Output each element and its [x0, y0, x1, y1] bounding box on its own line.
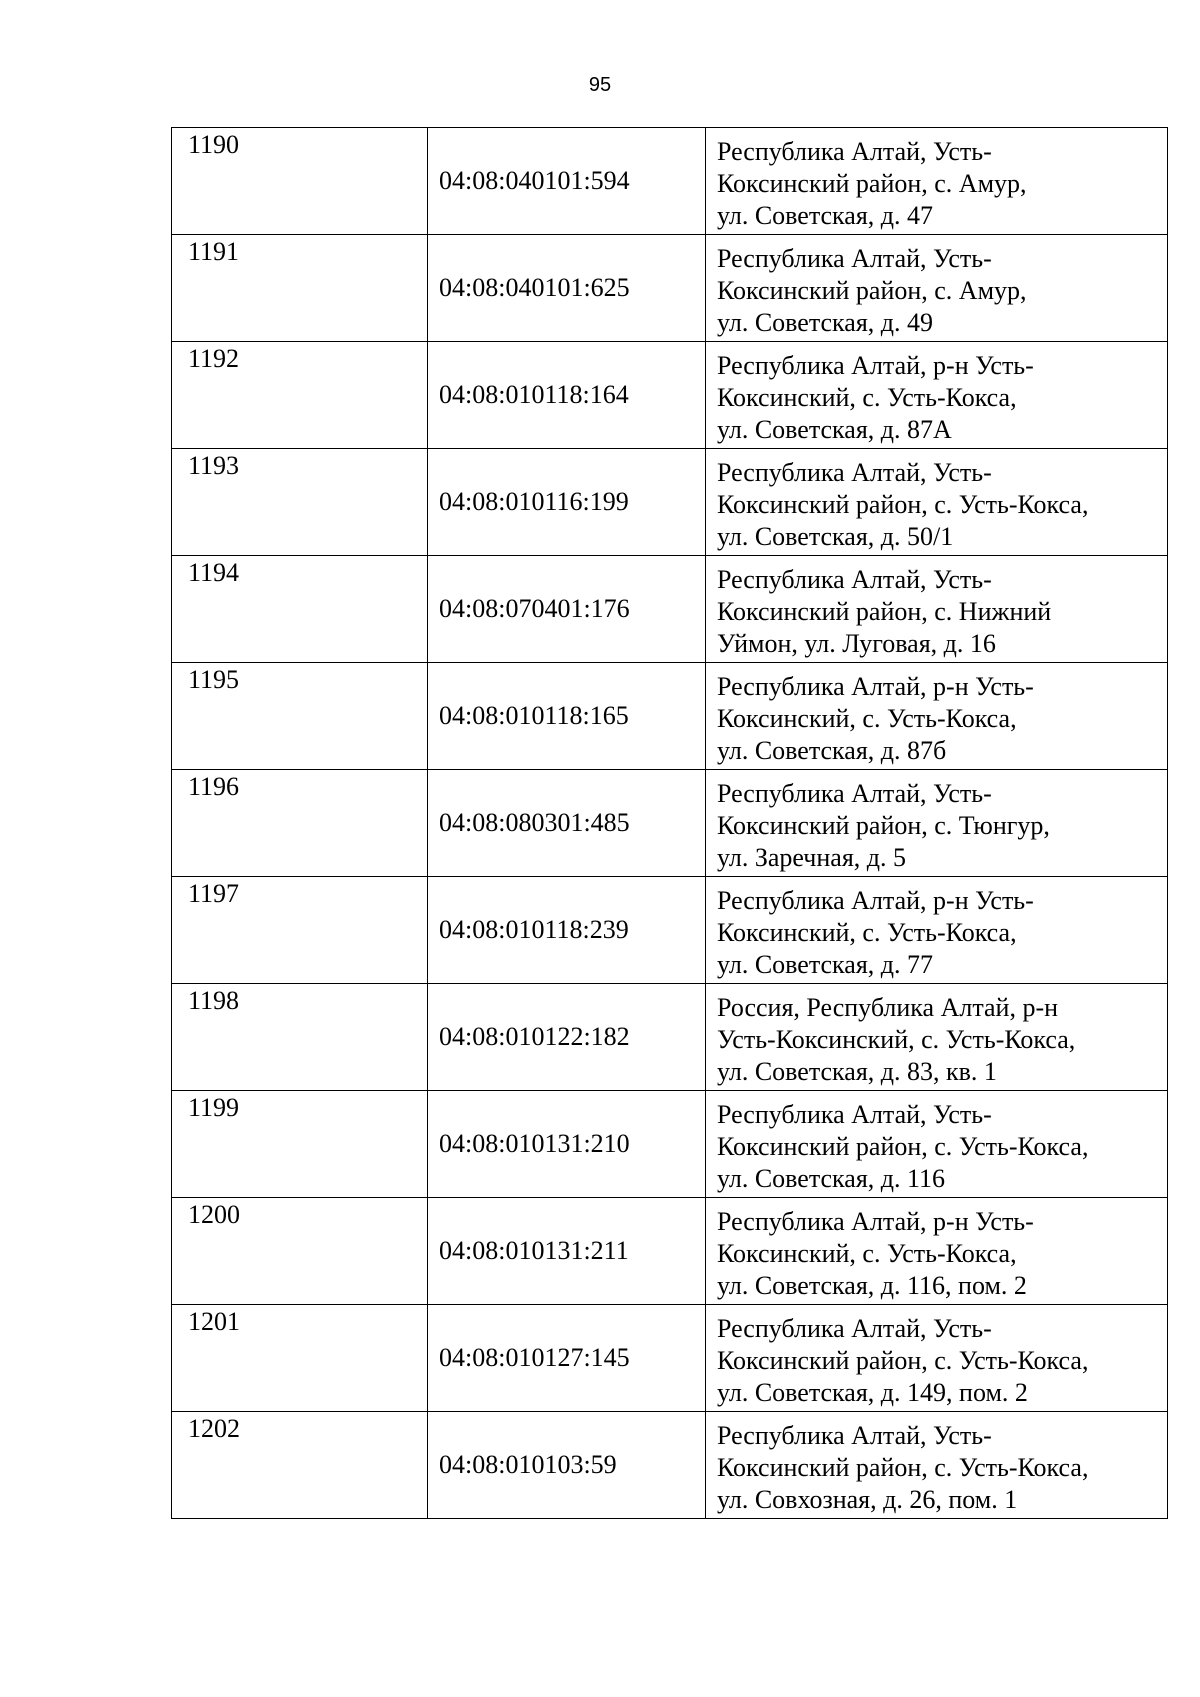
row-number: 1200 — [172, 1198, 428, 1305]
row-number: 1191 — [172, 235, 428, 342]
address-line: Коксинский район, с. Усть-Кокса, — [717, 1132, 1089, 1161]
cadastral-number: 04:08:010118:164 — [428, 342, 706, 449]
cadastral-number: 04:08:040101:594 — [428, 128, 706, 235]
address-line: Коксинский район, с. Амур, — [717, 276, 1027, 305]
address-line: Республика Алтай, р-н Усть- — [717, 351, 1034, 380]
address-line: ул. Советская, д. 49 — [717, 308, 934, 337]
address-line: ул. Советская, д. 47 — [717, 201, 934, 230]
address-line: Уймон, ул. Луговая, д. 16 — [717, 629, 996, 658]
address-line: Коксинский район, с. Усть-Кокса, — [717, 1453, 1089, 1482]
table-row — [172, 449, 1168, 556]
address-line: Республика Алтай, Усть- — [717, 779, 992, 808]
table-row — [172, 877, 1168, 984]
cadastral-number: 04:08:010118:239 — [428, 877, 706, 984]
cadastral-number: 04:08:010131:210 — [428, 1091, 706, 1198]
table-row — [172, 663, 1168, 770]
address-cell — [706, 1198, 1168, 1305]
address-line: Россия, Республика Алтай, р-н — [717, 993, 1059, 1022]
address-line: Коксинский район, с. Усть-Кокса, — [717, 1346, 1089, 1375]
row-number: 1199 — [172, 1091, 428, 1198]
address-line: Коксинский район, с. Тюнгур, — [717, 811, 1050, 840]
address-line: Коксинский, с. Усть-Кокса, — [717, 918, 1017, 947]
row-number: 1192 — [172, 342, 428, 449]
table-row — [172, 1305, 1168, 1412]
cadastral-number: 04:08:010116:199 — [428, 449, 706, 556]
cadastral-number: 04:08:010131:211 — [428, 1198, 706, 1305]
address-line: Коксинский, с. Усть-Кокса, — [717, 383, 1017, 412]
address-line: Республика Алтай, Усть- — [717, 1100, 992, 1129]
cadastral-number: 04:08:010127:145 — [428, 1305, 706, 1412]
address-line: Республика Алтай, Усть- — [717, 137, 992, 166]
address-line: ул. Советская, д. 87А — [717, 415, 952, 444]
address-line: Республика Алтай, Усть- — [717, 1314, 992, 1343]
registry-table-body — [172, 128, 1168, 1519]
row-number: 1194 — [172, 556, 428, 663]
address-cell — [706, 235, 1168, 342]
cadastral-number: 04:08:070401:176 — [428, 556, 706, 663]
address-cell — [706, 984, 1168, 1091]
address-line: Республика Алтай, Усть- — [717, 1421, 992, 1450]
row-number: 1190 — [172, 128, 428, 235]
row-number: 1202 — [172, 1412, 428, 1519]
address-line: ул. Совхозная, д. 26, пом. 1 — [717, 1485, 1018, 1514]
address-cell — [706, 877, 1168, 984]
cadastral-number: 04:08:010103:59 — [428, 1412, 706, 1519]
address-cell — [706, 449, 1168, 556]
row-number: 1195 — [172, 663, 428, 770]
address-line: ул. Советская, д. 87б — [717, 736, 947, 765]
address-line: Республика Алтай, р-н Усть- — [717, 1207, 1034, 1236]
cadastral-number: 04:08:040101:625 — [428, 235, 706, 342]
address-cell — [706, 770, 1168, 877]
table-row — [172, 235, 1168, 342]
address-line: ул. Советская, д. 116, пом. 2 — [717, 1271, 1027, 1300]
address-line: ул. Советская, д. 83, кв. 1 — [717, 1057, 997, 1086]
address-line: Коксинский район, с. Нижний — [717, 597, 1052, 626]
address-line: Республика Алтай, р-н Усть- — [717, 672, 1034, 701]
table-row — [172, 128, 1168, 235]
address-line: ул. Советская, д. 116 — [717, 1164, 946, 1193]
row-number: 1196 — [172, 770, 428, 877]
table-row — [172, 1091, 1168, 1198]
address-line: Республика Алтай, Усть- — [717, 458, 992, 487]
address-cell — [706, 556, 1168, 663]
address-cell — [706, 128, 1168, 235]
address-cell — [706, 663, 1168, 770]
row-number: 1201 — [172, 1305, 428, 1412]
page-number: 95 — [588, 74, 612, 96]
cadastral-number: 04:08:080301:485 — [428, 770, 706, 877]
address-line: ул. Заречная, д. 5 — [717, 843, 907, 872]
cadastral-number: 04:08:010118:165 — [428, 663, 706, 770]
table-row — [172, 1198, 1168, 1305]
table-row — [172, 984, 1168, 1091]
table-row — [172, 342, 1168, 449]
registry-table — [171, 127, 1168, 1519]
address-line: ул. Советская, д. 50/1 — [717, 522, 954, 551]
address-cell — [706, 1412, 1168, 1519]
address-cell — [706, 342, 1168, 449]
row-number: 1197 — [172, 877, 428, 984]
address-line: Республика Алтай, Усть- — [717, 565, 992, 594]
address-line: Республика Алтай, Усть- — [717, 244, 992, 273]
row-number: 1193 — [172, 449, 428, 556]
address-cell — [706, 1305, 1168, 1412]
cadastral-number: 04:08:010122:182 — [428, 984, 706, 1091]
table-row — [172, 770, 1168, 877]
address-line: Коксинский район, с. Амур, — [717, 169, 1027, 198]
address-line: Усть-Коксинский, с. Усть-Кокса, — [717, 1025, 1076, 1054]
address-line: Республика Алтай, р-н Усть- — [717, 886, 1034, 915]
address-cell — [706, 1091, 1168, 1198]
row-number: 1198 — [172, 984, 428, 1091]
address-line: ул. Советская, д. 77 — [717, 950, 934, 979]
table-row — [172, 1412, 1168, 1519]
address-line: Коксинский район, с. Усть-Кокса, — [717, 490, 1089, 519]
table-row — [172, 556, 1168, 663]
address-line: Коксинский, с. Усть-Кокса, — [717, 704, 1017, 733]
address-line: ул. Советская, д. 149, пом. 2 — [717, 1378, 1028, 1407]
address-line: Коксинский, с. Усть-Кокса, — [717, 1239, 1017, 1268]
